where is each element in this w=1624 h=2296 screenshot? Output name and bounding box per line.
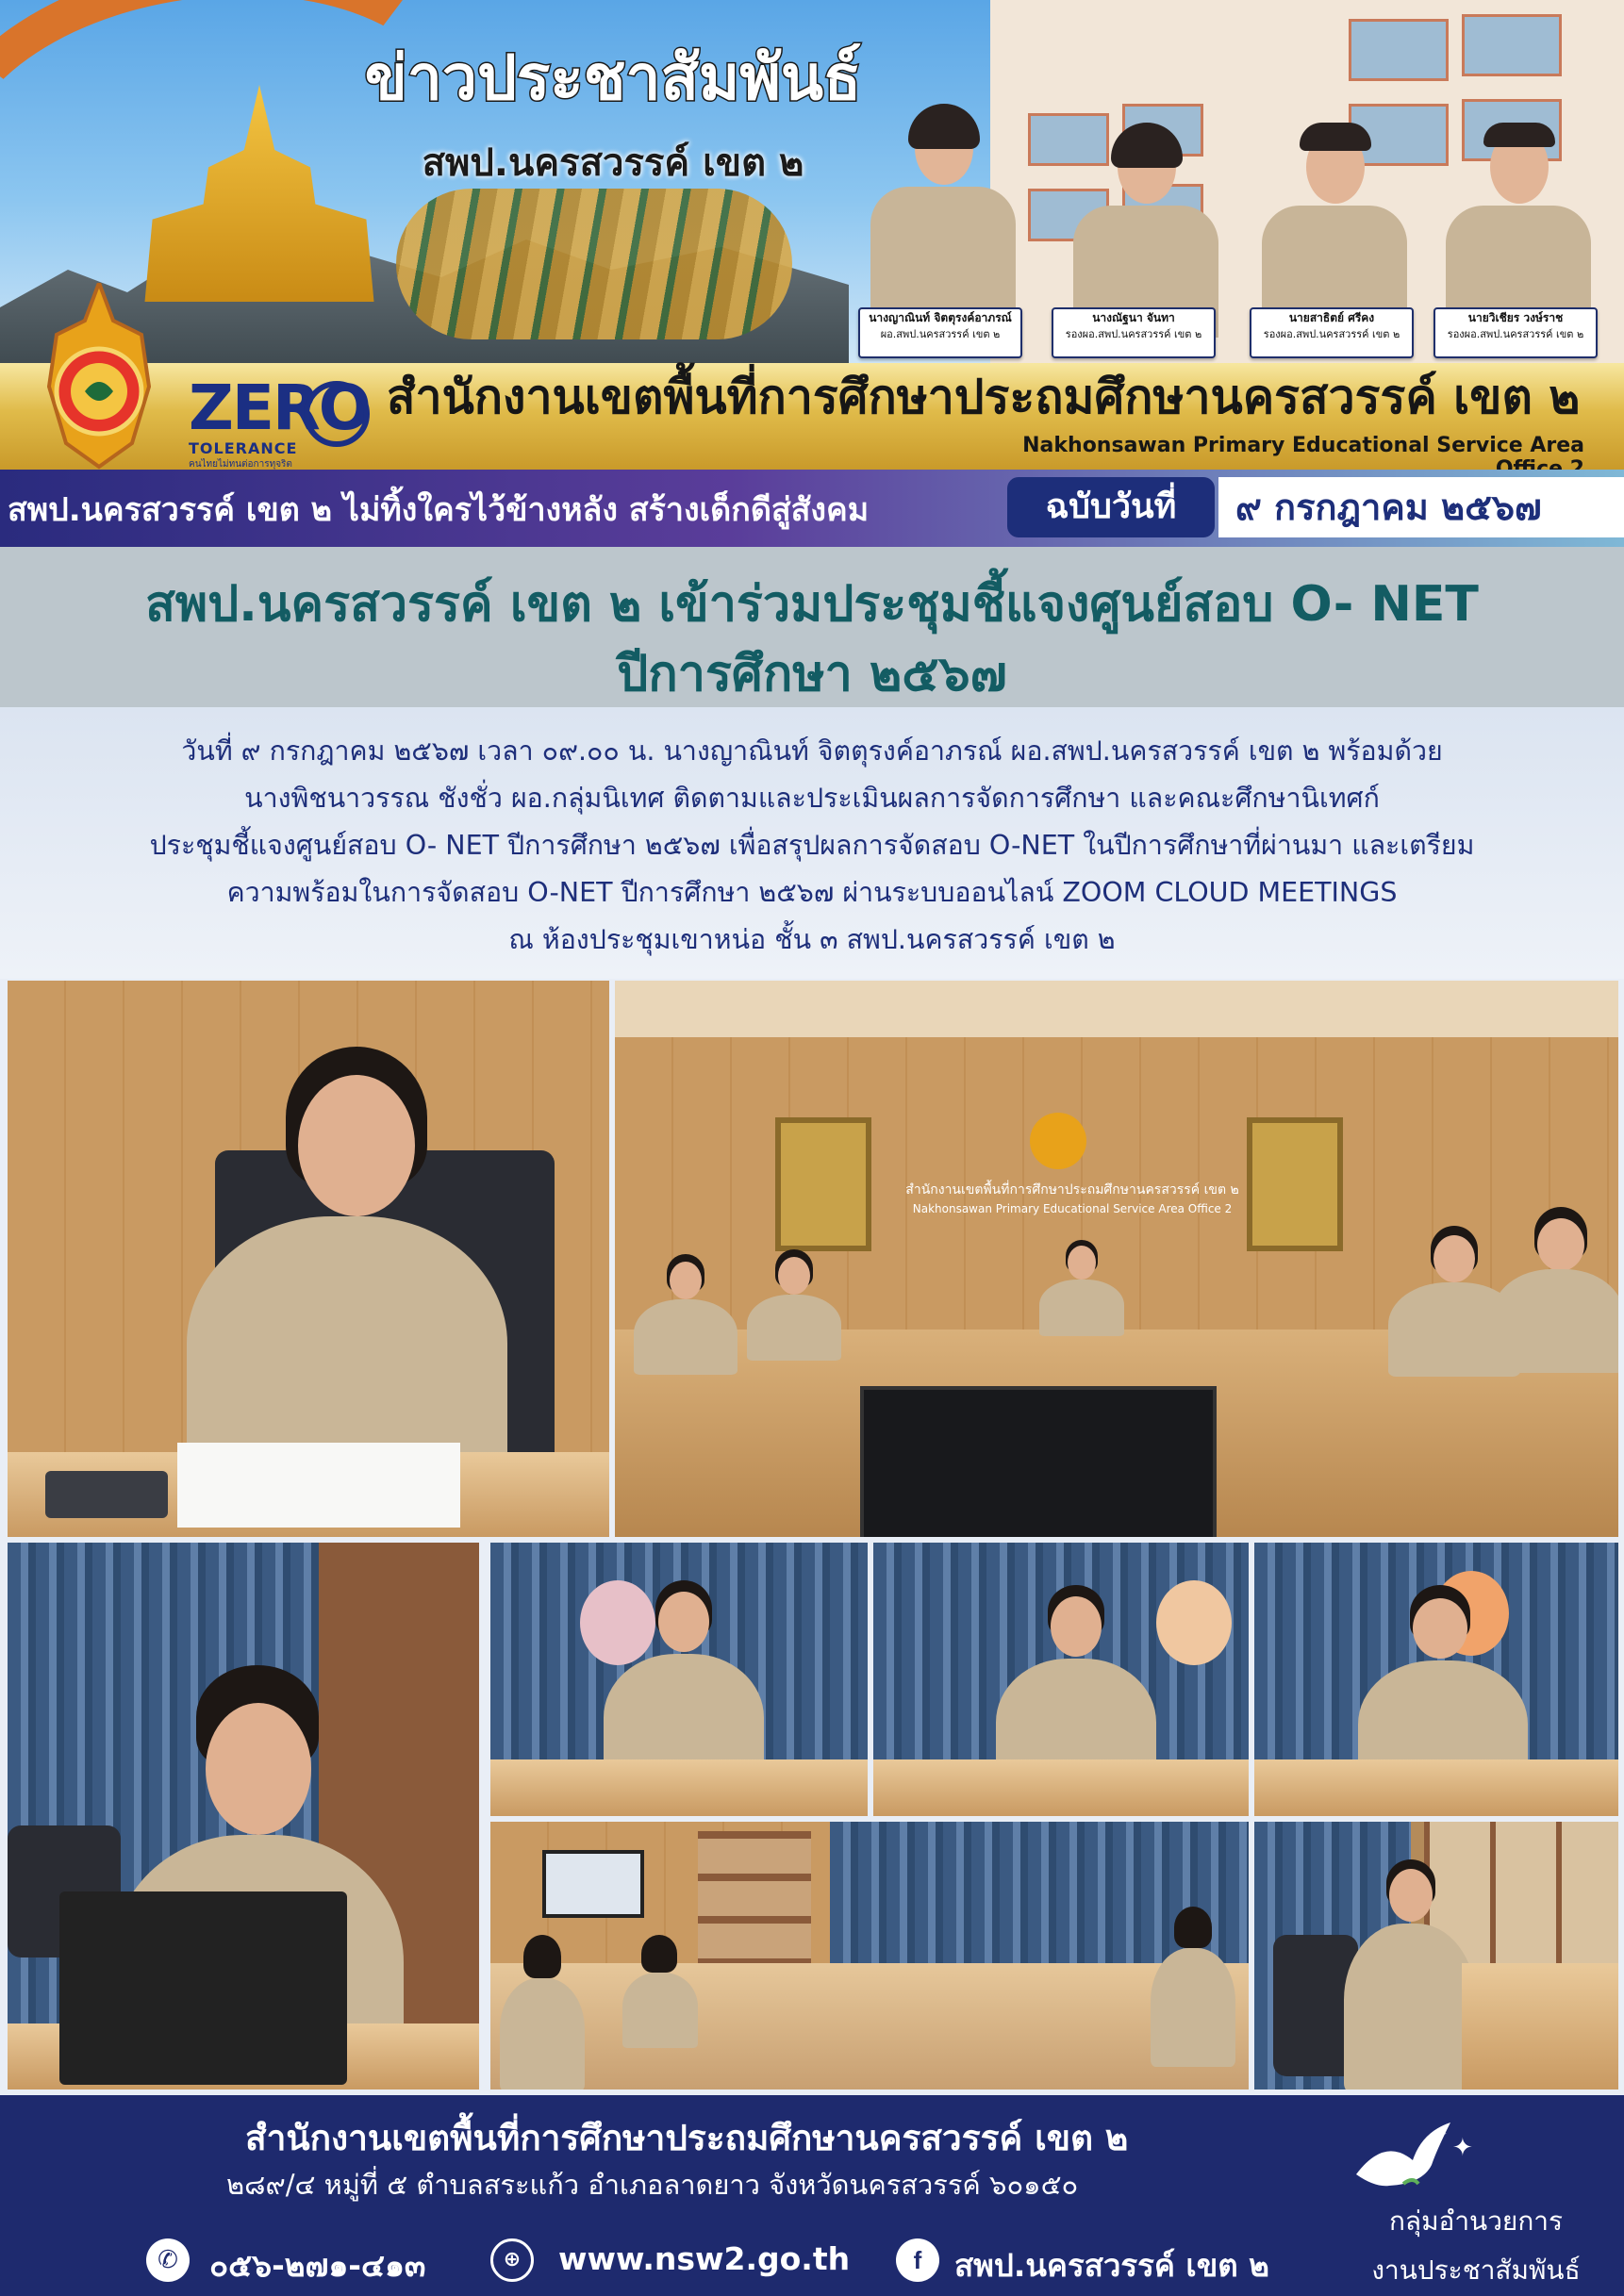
org-name-thai: สำนักงานเขตพื้นที่การศึกษาประถมศึกษานครสวรรค์ เขต ๒ [387,370,1581,424]
photo-participant-2 [873,1543,1249,1816]
footer-address: ๒๘๙/๔ หมู่ที่ ๕ ตำบลสระแก้ว อำเภอลาดยาว จังหวัดนครสวรรค์ ๖๐๑๕๐ [226,2169,1079,2201]
footer-department: กลุ่มอำนวยการ งานประชาสัมพันธ์ [1371,2205,1581,2286]
footer-org-name: สำนักงานเขตพื้นที่การศึกษาประถมศึกษานครสวรรค์ เขต ๒ [245,2118,1129,2158]
slogan-text: สพป.นครสวรรค์ เขต ๒ ไม่ทิ้งใครไว้ข้างหลัง สร้างเด็กดีสู่สังคม [8,491,870,529]
dove-icon [1347,2118,1479,2193]
body-line: วันที่ ๙ กรกฎาคม ๒๕๖๗ เวลา ๐๙.๐๐ น. นางญาณินท์ จิตตุรงค์อาภรณ์ ผอ.สพป.นครสวรรค์ เขต ๒ พร้อมด้วย [181,735,1443,767]
room-sign: สำนักงานเขตพื้นที่การศึกษาประถมศึกษานครสวรรค์ เขต ๒ Nakhonsawan Primary Educational Service Area Office 2 [905,1182,1239,1215]
headline-line-1: สพป.นครสวรรค์ เขต ๒ เข้าร่วมประชุมชี้แจงศูนย์สอบ O- NET [145,576,1479,633]
executive-namecard: นางญาณินท์ จิตตุรงค์อาภรณ์ ผอ.สพป.นครสวรรค์ เขต ๒ [858,307,1022,358]
body-line: ความพร้อมในการจัดสอบ O-NET ปีการศึกษา ๒๕๖๗ ผ่านระบบออนไลน์ ZOOM CLOUD MEETINGS [226,877,1398,908]
photo-participant-standing [1254,1822,1618,2090]
body-line: ประชุมชี้แจงศูนย์สอบ O- NET ปีการศึกษา ๒๕๖๗ เพื่อสรุปผลการจัดสอบ O-NET ในปีการศึกษาที่ผ่านมา และเตรียม [149,830,1475,861]
photo-meeting-room [615,981,1618,1537]
executive-photo [1066,130,1226,338]
footer-phone: ๐๕๖-๒๗๑-๔๑๓ [209,2247,426,2284]
globe-icon: ⊕ [490,2238,534,2282]
executive-photo [863,111,1023,319]
headline-line-2: ปีการศึกษา ๒๕๖๗ [617,646,1007,702]
header-title: ข่าวประชาสัมพันธ์ [364,41,862,114]
executive-namecard: นายสาธิตย์ ศรีคง รองผอ.สพป.นครสวรรค์ เขต ๒ [1250,307,1414,358]
issue-label: ฉบับวันที่ [1007,477,1215,537]
photo-participant-1 [490,1543,868,1816]
banner-dragon-graphic [396,189,792,339]
photo-director-portrait [8,981,609,1537]
facebook-icon: f [896,2238,939,2282]
photo-participant-3 [1254,1543,1618,1816]
zero-tolerance-logo: ZERO TOLERANCE คนไทยไม่ทนต่อการทุจริต [189,372,370,470]
executive-namecard: นายวิเชียร วงษ์ราช รองผอ.สพป.นครสวรรค์ เขต ๒ [1433,307,1598,358]
executive-photo [1254,130,1415,338]
body-line: นางพิชนาวรรณ ชังชั่ว ผอ.กลุ่มนิเทศ ติดตามและประเมินผลการจัดการศึกษา และคณะศึกษานิเทศก์ [244,783,1380,814]
photo-participant-laptop [8,1543,479,2090]
executive-photo [1438,130,1599,338]
obec-emblem-logo [38,283,160,471]
svg-text:✦: ✦ [1436,2127,1448,2142]
header-subtitle: สพป.นครสวรรค์ เขต ๒ [422,141,804,185]
issue-date: ๙ กรกฎาคม ๒๕๖๗ [1218,477,1624,537]
news-body [19,728,1605,964]
org-name-english: Nakhonsawan Primary Educational Service Area [1022,434,1584,457]
photo-room-back-view [490,1822,1249,2090]
footer-facebook[interactable]: สพป.นครสวรรค์ เขต ๒ [954,2247,1269,2284]
body-line: ณ ห้องประชุมเขาหน่อ ชั้น ๓ สพป.นครสวรรค์ เขต ๒ [508,924,1116,955]
executive-namecard: นางณัฐนา จันทา รองผอ.สพป.นครสวรรค์ เขต ๒ [1052,307,1216,358]
footer-website[interactable]: www.nsw2.go.th [558,2240,851,2277]
svg-text:✦: ✦ [1452,2134,1473,2162]
header-banner [0,0,1624,363]
phone-icon: ✆ [146,2238,190,2282]
